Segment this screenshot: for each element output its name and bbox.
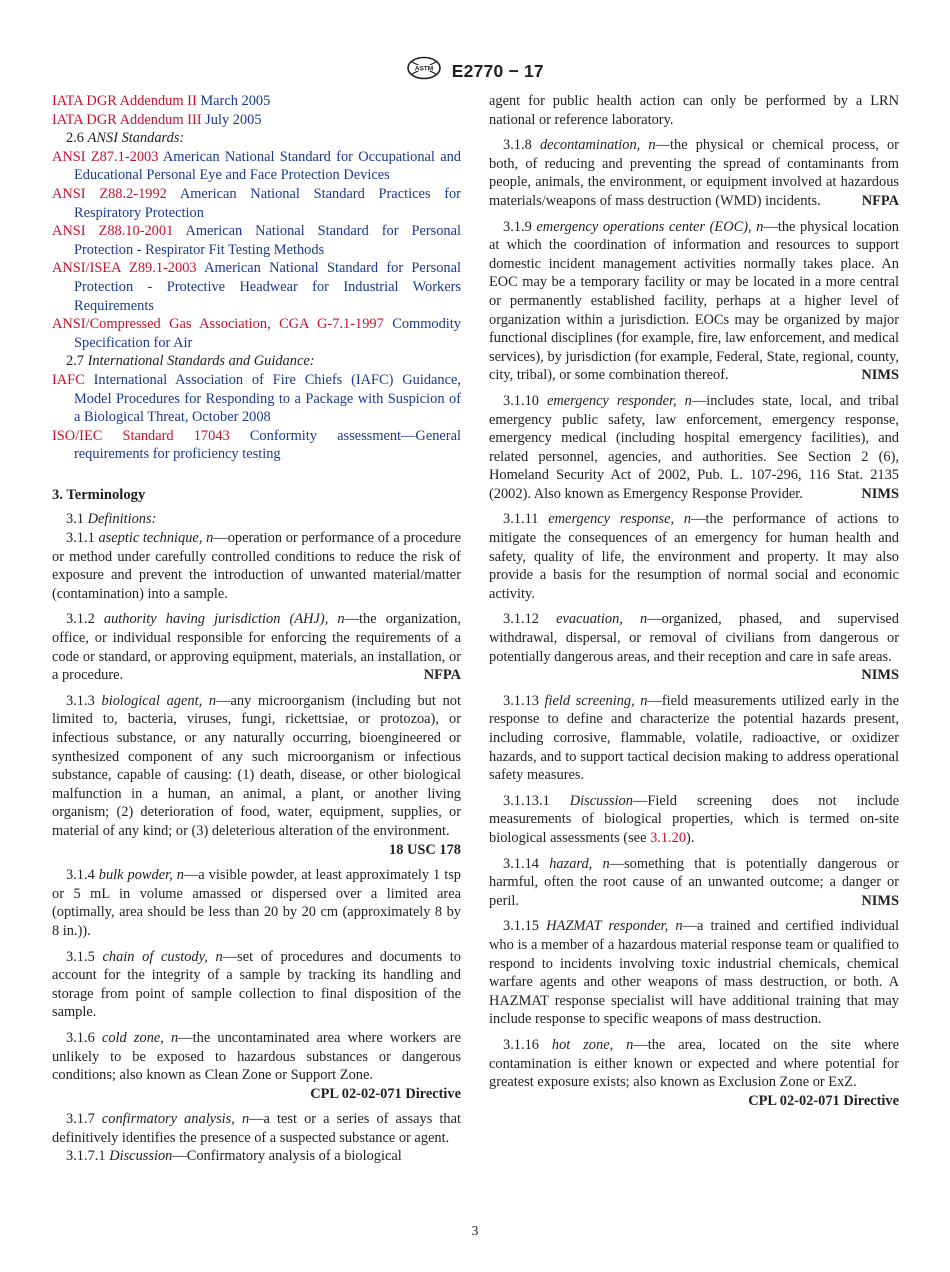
svg-text:ASTM: ASTM — [414, 65, 434, 73]
reference-code[interactable]: IAFC — [52, 371, 85, 388]
definition-term: decontamination, n — [539, 137, 656, 154]
definition-text: —operation or performance of a procedure or method under carefully controlled conditions to reduce the risk of exposure and prevent the introduction of unwanted material/matter (contamination) into a sample. — [52, 530, 461, 602]
discussion-text: —Field screening does not include measurements of biological properties, which is termed on-site biological assessments (see — [489, 792, 899, 846]
definition — [52, 529, 461, 603]
subsection-title: Definitions: — [87, 511, 157, 528]
reference-entry — [52, 148, 461, 185]
definition-number: 3.1.2 — [66, 611, 95, 628]
definition-number: 3.1.13.1 — [503, 792, 550, 809]
definition-number: 3.1.3 — [66, 692, 95, 709]
reference-entry — [52, 315, 461, 352]
definition-term: hazard, n — [549, 855, 610, 872]
definition-text: —the performance of actions to mitigate the consequences of an emergency for human health and safety, quality of life, the environment and property. It may also provide a basis for the resumption of normal social and economic activity. — [489, 511, 900, 602]
definition — [489, 218, 899, 385]
definition-text: —a visible powder, at least approximately 1 tsp or 5 mL in volume amassed or dispersed over a limited area (optimally, area should be less than 20 by 20 cm (approximately 8 by 8 in.)). — [52, 867, 461, 939]
definition — [489, 855, 899, 911]
definition — [489, 392, 899, 504]
definition-text: —the uncontaminated area where workers are unlikely to be exposed to hazardous substances or dangerous conditions; also known as Clean Zone or Support Zone. — [52, 1029, 461, 1084]
definition-text: —field measurements utilized early in the response to define and characterize the potential hazards present, including corrosive, flammable, volatile, radioactive, or oxidizer hazards, and to support tactical decision making to address operational safety measures. — [489, 692, 899, 784]
reference-code[interactable]: ANSI/ISEA Z89.1-2003 — [52, 260, 197, 277]
left-column — [52, 92, 461, 1166]
reference-code[interactable]: ANSI Z88.10-2001 — [52, 223, 174, 240]
definition-number: 3.1.11 — [503, 511, 539, 528]
definition — [489, 692, 899, 785]
definition-discussion — [489, 792, 899, 848]
definition — [489, 510, 899, 603]
definition-number: 3.1.9 — [503, 218, 532, 235]
definition-term: confirmatory analysis, n — [101, 1111, 250, 1128]
definition-term: emergency responder, n — [547, 392, 692, 409]
discussion-label: Discussion — [109, 1148, 173, 1165]
reference-code[interactable]: ANSI Z87.1-2003 — [52, 148, 159, 165]
definition-text: —the area, located on the site where contamination is either known or expected and where potential for greatest exposure exists; also known as Exclusion Zone or ExZ. — [489, 1036, 899, 1091]
subsection-title: International Standards and Guidance: — [87, 353, 315, 370]
definition-number: 3.1.16 — [503, 1036, 539, 1053]
definition — [489, 610, 899, 684]
discussion-label: Discussion — [569, 792, 633, 809]
definition-text: —set of procedures and documents to account for the integrity of a sample by tracking its handling and storage from point of sample collection to final disposition of the sample. — [52, 948, 461, 1021]
subsection-heading — [52, 352, 461, 371]
definition-term: evacuation, n — [556, 611, 648, 628]
definition-term: biological agent, n — [101, 692, 217, 709]
definition-number: 3.1.7 — [66, 1111, 95, 1128]
definition-term: emergency response, n — [548, 511, 692, 528]
definition-number: 3.1.13 — [503, 692, 539, 709]
section-heading: 3. Terminology — [52, 486, 146, 503]
reference-title[interactable]: Commodity Specification for Air — [74, 316, 461, 351]
definition — [52, 1110, 461, 1147]
page-header — [0, 56, 950, 82]
reference-date[interactable]: July 2005 — [205, 111, 262, 128]
definition-text: —a test or a series of assays that definitively identifies the presence of a suspected substance or agent. — [52, 1111, 461, 1146]
definition-number: 3.1.14 — [503, 855, 539, 872]
definition-source: NFPA — [423, 667, 461, 684]
reference-entry — [52, 427, 461, 464]
reference-date[interactable]: March 2005 — [200, 93, 271, 109]
reference-entry — [52, 185, 461, 222]
definition — [52, 692, 461, 859]
definition-source: CPL 02-02-071 Directive — [310, 1085, 461, 1102]
cross-reference-link[interactable]: 3.1.20 — [650, 829, 687, 846]
definition-source: NIMS — [861, 667, 899, 684]
definition-term: aseptic technique, n — [98, 530, 214, 547]
definition — [52, 948, 461, 1022]
definition-source: NIMS — [861, 485, 899, 502]
definition-text: —a trained and certified individual who is a member of a hazardous material response team or qualified to respond to incidents involving toxic industrial chemicals, chemical warfare agents and other weapons of mass destruction, or both. A HAZMAT response specialist will have additional training that may include response to specific weapons of mass destruction. — [489, 918, 899, 1028]
definition-text: —the physical or chemical process, or both, of reducing and preventing the spread of contaminants from people, animals, the environment, or equipment involved at hazardous materials/weapons of mass destruction (WMD) incidents. — [489, 137, 899, 209]
definition-text: —organized, phased, and supervised withdrawal, dispersal, or removal of civilians from dangerous or potentially dangerous areas, and their reception and care in safe areas. — [489, 611, 899, 665]
definition-number: 3.1.5 — [66, 948, 95, 965]
reference-code[interactable]: ISO/IEC Standard 17043 — [52, 427, 230, 444]
definition-number: 3.1.15 — [503, 918, 539, 935]
reference-title[interactable]: American National Standard for Occupational and Educational Personal Eye and Face Protection Devices — [74, 148, 461, 184]
subsection-number: 3.1 — [66, 511, 84, 528]
definition-term: authority having jurisdiction (AHJ), n — [103, 611, 345, 628]
definition-text: —includes state, local, and tribal emergency public safety, law enforcement, emergency response, emergency medical (including hospital emergency facilities), and related personnel, agencies, and authorities. See Section 2 (6), Homeland Security Act of 2002, Pub. L. 107-296, 116 Stat. 2135 (2002). Also known as Emergency Response Provider. — [489, 392, 899, 502]
definition-term: hot zone, n — [551, 1036, 634, 1053]
subsection-title: ANSI Standards: — [87, 130, 185, 147]
definition-number: 3.1.6 — [66, 1029, 95, 1046]
definition-term: HAZMAT responder, n — [546, 918, 683, 935]
definition — [52, 610, 461, 684]
definition-number: 3.1.8 — [503, 137, 532, 154]
definition-number: 3.1.1 — [66, 530, 95, 547]
definition-source: CPL 02-02-071 Directive — [748, 1092, 899, 1109]
subsection-heading — [52, 510, 461, 529]
definition-number: 3.1.7.1 — [66, 1148, 106, 1165]
reference-title[interactable]: American National Standard Practices for Respiratory Protection — [74, 185, 461, 221]
document-id: E2770 − 17 — [451, 60, 544, 81]
reference-entry — [52, 222, 461, 259]
subsection-heading — [52, 129, 461, 148]
reference-code[interactable]: ANSI Z88.2-1992 — [52, 185, 167, 202]
subsection-number: 2.6 — [66, 130, 84, 147]
reference-code[interactable]: IATA DGR Addendum III — [52, 111, 202, 128]
reference-entry — [52, 92, 461, 111]
definition-text: —the organization, office, or individual responsible for enforcing the requirements of a code or standard, or approving equipment, materials, an installation, or a procedure. — [52, 611, 461, 684]
reference-entry — [52, 259, 461, 315]
definition-term: chain of custody, n — [102, 948, 223, 965]
definition-text: —something that is potentially dangerous or harmful, often the root cause of an unwanted outcome; a danger or peril. — [489, 855, 899, 909]
definition — [489, 1036, 899, 1110]
discussion-text: —Confirmatory analysis of a biological — [172, 1148, 402, 1165]
reference-entry — [52, 371, 461, 427]
definition-number: 3.1.12 — [503, 611, 539, 628]
reference-title[interactable]: Conformity assessment—General requirements for proficiency testing — [74, 427, 461, 463]
definition — [489, 136, 899, 210]
definition-term: bulk powder, n — [98, 867, 184, 884]
definition — [52, 1029, 461, 1085]
definition-term: field screening, n — [544, 692, 648, 709]
definition-source: NIMS — [861, 892, 899, 909]
definition-term: emergency operations center (EOC), n — [536, 218, 764, 235]
definition-number: 3.1.10 — [503, 392, 539, 409]
reference-title[interactable]: International Association of Fire Chiefs (IAFC) Guidance, Model Procedures for Responding to a Package with Suspicion of a Biological Threat, October 2008 — [74, 371, 461, 426]
definition — [52, 866, 461, 940]
reference-title[interactable]: American National Standard for Personal Protection - Protective Headwear for Industrial Workers Requirements — [74, 260, 461, 314]
right-column — [489, 92, 899, 1110]
astm-logo-icon — [406, 56, 442, 86]
page-number: 3 — [471, 1223, 479, 1238]
definition-text: —the physical location at which the coordination of information and resources to support domestic incident management activities normally takes place. An EOC may be a temporary facility or may be located in a more central or permanently established facility, perhaps at a higher level of organization within a jurisdiction. EOCs may be organized by major functional disciplines (for example, fire, law enforcement, and medical services), by jurisdiction (for example, Federal, State, regional, county, city, tribal), or some combination thereof. — [489, 218, 899, 384]
continued-text: agent for public health action can only be performed by a LRN national or reference laboratory. — [489, 93, 899, 128]
reference-entry — [52, 111, 461, 130]
definition-text: —any microorganism (including but not limited to, bacteria, viruses, fungi, rickettsiae, or protozoa), or infectious substance, or any naturally occurring, bioengineered or synthesized component of any such microorganism or infectious substance, capable of causing: (1) death, disease, or other biological malfunction in a human, an animal, a plant, or another living organism; (2) deterioration of food, water, equipment, supplies, or material of any kind; or (3) deleterious alteration of the environment. — [52, 692, 461, 839]
reference-code[interactable]: ANSI/Compressed Gas Association, CGA G-7.1-1997 — [52, 316, 384, 333]
definition-number: 3.1.4 — [66, 867, 95, 884]
definition-source: NIMS — [861, 367, 899, 384]
definition-discussion — [52, 1147, 461, 1166]
definition — [489, 917, 899, 1029]
definition-term: cold zone, n — [101, 1029, 179, 1046]
reference-code[interactable]: IATA DGR Addendum II — [52, 93, 197, 109]
definition-source: 18 USC 178 — [389, 841, 461, 858]
discussion-text-end: ). — [686, 829, 695, 846]
subsection-number: 2.7 — [66, 353, 84, 370]
reference-title[interactable]: American National Standard for Personal Protection - Respirator Fit Testing Methods — [74, 223, 462, 258]
definition-source: NFPA — [861, 192, 899, 209]
